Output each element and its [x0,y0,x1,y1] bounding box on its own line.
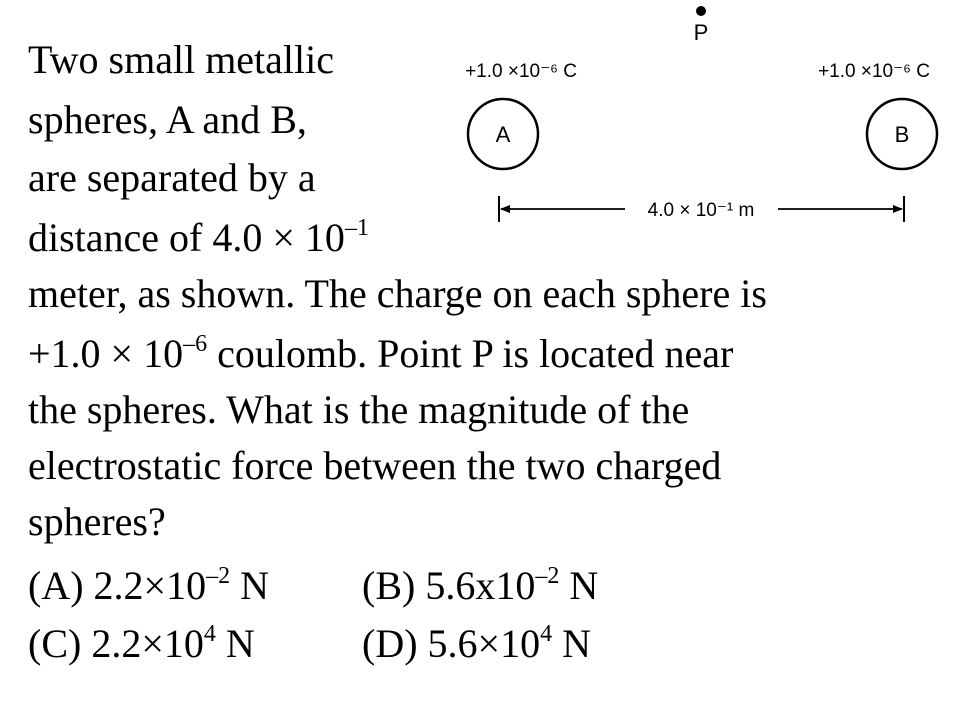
distance-exponent: –1 [344,215,369,241]
question-line-9: spheres? [28,499,166,544]
distance-label: 4.0 × 10⁻¹ m [647,200,755,221]
option-b[interactable] [362,562,598,609]
sphere-a-label: A [495,122,511,147]
option-b-base: (B) 5.6x10 [362,563,536,608]
question-line-7: the spheres. What is the magnitude of the [28,387,690,432]
question-line-6 [28,332,733,374]
question-line-4 [28,216,369,258]
option-a-base: (A) 2.2×10 [28,563,207,608]
option-a-exponent: –2 [206,563,231,589]
option-d-exponent: 4 [540,621,553,647]
option-a[interactable] [28,562,269,609]
point-p-dot [696,6,706,16]
charge-exponent: –6 [183,331,208,357]
point-p-label: P [693,20,709,45]
charge-a-label: +1.0 ×10⁻⁶ C [465,61,577,82]
question-line-2: spheres, A and B, [28,97,307,142]
option-b-unit: N [559,563,599,608]
charge-b-label: +1.0 ×10⁻⁶ C [818,61,930,82]
option-d[interactable] [362,620,591,667]
option-c-exponent: 4 [203,621,216,647]
distance-text: distance of 4.0 × 10 [28,215,345,260]
option-a-unit: N [230,563,269,608]
option-c-unit: N [215,621,255,666]
charge-text: +1.0 × 10 [28,331,184,376]
question-line-5: meter, as shown. The charge on each sphere is [28,271,767,316]
option-c[interactable] [28,620,255,667]
option-d-unit: N [552,621,591,666]
option-c-base: (C) 2.2×10 [28,621,204,666]
question-line-1: Two small metallic [28,37,335,82]
option-d-base: (D) 5.6×10 [362,621,541,666]
sphere-b-label: B [894,122,910,147]
charge-text-rest: coulomb. Point P is located near [207,331,734,376]
question-line-8: electrostatic force between the two charged [28,443,722,488]
option-b-exponent: –2 [535,563,560,589]
question-line-3: are separated by a [28,155,316,200]
